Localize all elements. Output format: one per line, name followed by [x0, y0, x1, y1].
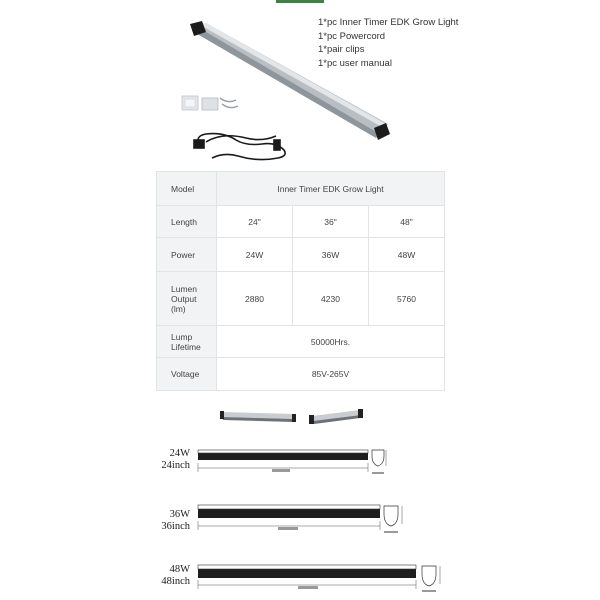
lifetime-label-line: Lump	[171, 331, 193, 342]
table-row-lumen	[157, 272, 445, 326]
light-bar-side-view	[220, 411, 296, 422]
lumen-label-line: Output	[171, 293, 197, 304]
model-label: Model	[157, 172, 217, 206]
model-value: Inner Timer EDK Grow Light	[217, 172, 445, 206]
dimension-drawing-36	[194, 498, 416, 538]
package-item: 1*pc Powercord	[318, 30, 386, 42]
dimension-watt: 24W	[169, 448, 190, 459]
powercord-image	[194, 134, 285, 160]
lumen-label	[157, 272, 217, 326]
light-bar-angle-view	[309, 409, 363, 424]
lifetime-value: 50000Hrs.	[217, 326, 445, 358]
table-row-lifetime	[157, 326, 445, 358]
lumen-cell: 4230	[293, 272, 369, 326]
lifetime-label-line: Lifetime	[171, 341, 201, 352]
lumen-cell: 2880	[217, 272, 293, 326]
lumen-cell: 5760	[369, 272, 445, 326]
power-label: Power	[157, 238, 217, 272]
power-cell: 36W	[293, 238, 369, 272]
length-cell: 48"	[369, 206, 445, 238]
length-label: Length	[157, 206, 217, 238]
dimension-drawing-24	[194, 442, 390, 478]
length-cell: 24"	[217, 206, 293, 238]
dimension-label-48	[140, 564, 190, 588]
voltage-value: 85V-265V	[217, 358, 445, 391]
table-row-voltage	[157, 358, 445, 391]
length-cell: 36"	[293, 206, 369, 238]
table-row-length	[157, 206, 445, 238]
dimension-drawing-48	[194, 558, 446, 596]
spec-table	[156, 171, 445, 391]
power-cell: 48W	[369, 238, 445, 272]
table-row-model	[157, 172, 445, 206]
table-row-power	[157, 238, 445, 272]
dimension-size: 24inch	[161, 460, 190, 471]
package-item: 1*pc Inner Timer EDK Grow Light	[318, 17, 459, 28]
dimension-label-36	[140, 509, 190, 533]
power-cell: 24W	[217, 238, 293, 272]
clips-image	[182, 96, 238, 110]
dimension-size: 48inch	[161, 576, 190, 587]
top-accent-bar	[276, 0, 324, 3]
dimension-size: 36inch	[161, 521, 190, 532]
dimension-label-24	[140, 448, 190, 472]
lumen-label-line: Lumen	[171, 283, 197, 294]
lumen-label-line: (lm)	[171, 303, 186, 314]
package-item: 1*pair clips	[318, 44, 365, 55]
package-item: 1*pc user manual	[318, 57, 392, 69]
dimension-watt: 48W	[169, 564, 190, 575]
dimension-watt: 36W	[169, 509, 190, 520]
lifetime-label	[157, 326, 217, 358]
package-contents-list	[318, 16, 458, 70]
voltage-label: Voltage	[157, 358, 217, 391]
light-bar-side-views	[218, 406, 368, 428]
